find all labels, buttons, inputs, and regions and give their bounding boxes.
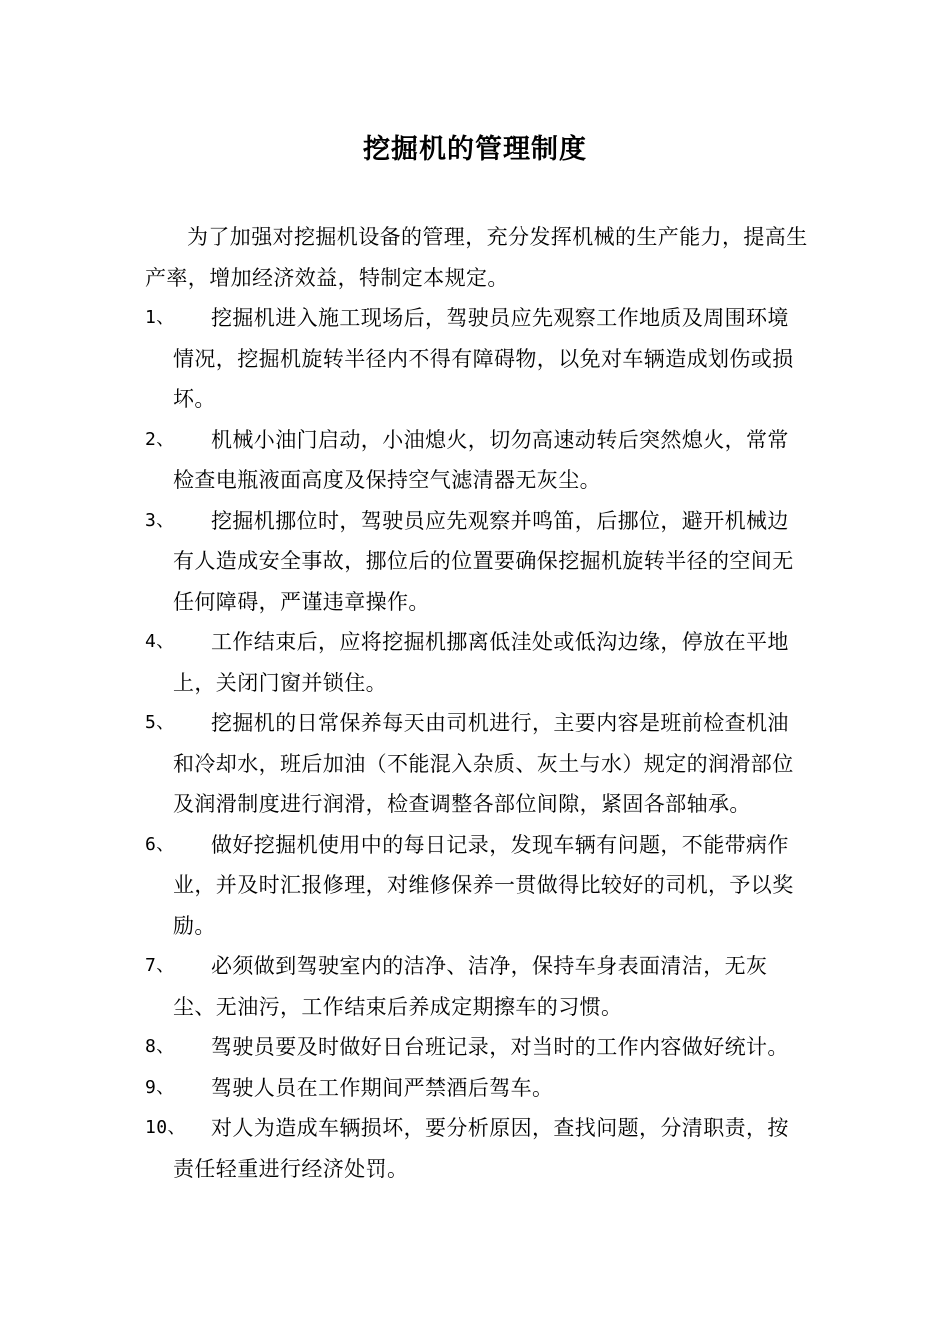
item-text: 挖掘机挪位时，驾驶员应先观察并鸣笛，后挪位，避开机械边有人造成安全事故，挪位后的位置要确保挖掘机旋转半径的空间无任何障碍，严谨违章操作。 bbox=[173, 508, 794, 614]
item-text: 做好挖掘机使用中的每日记录，发现车辆有问题，不能带病作业，并及时汇报修理，对维修保养一贯做得比较好的司机，予以奖励。 bbox=[173, 832, 794, 938]
rules-list bbox=[145, 298, 810, 1189]
page-title: 挖掘机的管理制度 bbox=[363, 134, 587, 165]
item-number: 6、 bbox=[145, 833, 175, 855]
list-item bbox=[145, 703, 810, 825]
list-item bbox=[145, 501, 810, 623]
item-text: 驾驶员要及时做好日台班记录，对当时的工作内容做好统计。 bbox=[211, 1035, 789, 1059]
list-item bbox=[145, 298, 810, 420]
item-number: 2、 bbox=[145, 428, 175, 450]
item-number: 8、 bbox=[145, 1036, 175, 1057]
item-number: 10、 bbox=[145, 1117, 186, 1138]
item-text: 挖掘机进入施工现场后，驾驶员应先观察工作地质及周围环境情况，挖掘机旋转半径内不得有障碍物，以免对车辆造成划伤或损坏。 bbox=[173, 306, 794, 411]
intro-paragraph: 为了加强对挖掘机设备的管理，充分发挥机械的生产能力，提高生产率，增加经济效益，特制定本规定。 bbox=[145, 225, 808, 290]
item-number: 1、 bbox=[145, 307, 175, 328]
item-number: 3、 bbox=[145, 509, 175, 531]
list-item bbox=[145, 825, 810, 947]
item-text: 挖掘机的日常保养每天由司机进行，主要内容是班前检查机油和冷却水，班后加油（不能混入杂质、灰土与水）规定的润滑部位及润滑制度进行润滑，检查调整各部位间隙，紧固各部轴承。 bbox=[173, 711, 794, 816]
item-number: 9、 bbox=[145, 1076, 175, 1098]
item-number: 5、 bbox=[145, 712, 175, 733]
item-text: 必须做到驾驶室内的洁净、洁净，保持车身表面清洁，无灰尘、无油污，工作结束后养成定期擦车的习惯。 bbox=[173, 954, 768, 1019]
item-number: 4、 bbox=[145, 631, 175, 652]
item-number: 7、 bbox=[145, 955, 175, 976]
list-item bbox=[145, 1108, 810, 1189]
item-text: 对人为造成车辆损坏，要分析原因，查找问题，分清职责，按责任轻重进行经济处罚。 bbox=[173, 1116, 789, 1181]
list-item bbox=[145, 946, 810, 1027]
list-item bbox=[145, 420, 810, 501]
item-text: 工作结束后，应将挖掘机挪离低洼处或低沟边缘，停放在平地上，关闭门窗并锁住。 bbox=[173, 630, 789, 695]
list-item bbox=[145, 1068, 810, 1109]
list-item bbox=[145, 622, 810, 703]
item-text: 驾驶人员在工作期间严禁酒后驾车。 bbox=[211, 1075, 554, 1100]
item-text: 机械小油门启动，小油熄火，切勿高速动转后突然熄火，常常检查电瓶液面高度及保持空气滤清器无灰尘。 bbox=[173, 427, 789, 492]
list-item bbox=[145, 1027, 810, 1068]
